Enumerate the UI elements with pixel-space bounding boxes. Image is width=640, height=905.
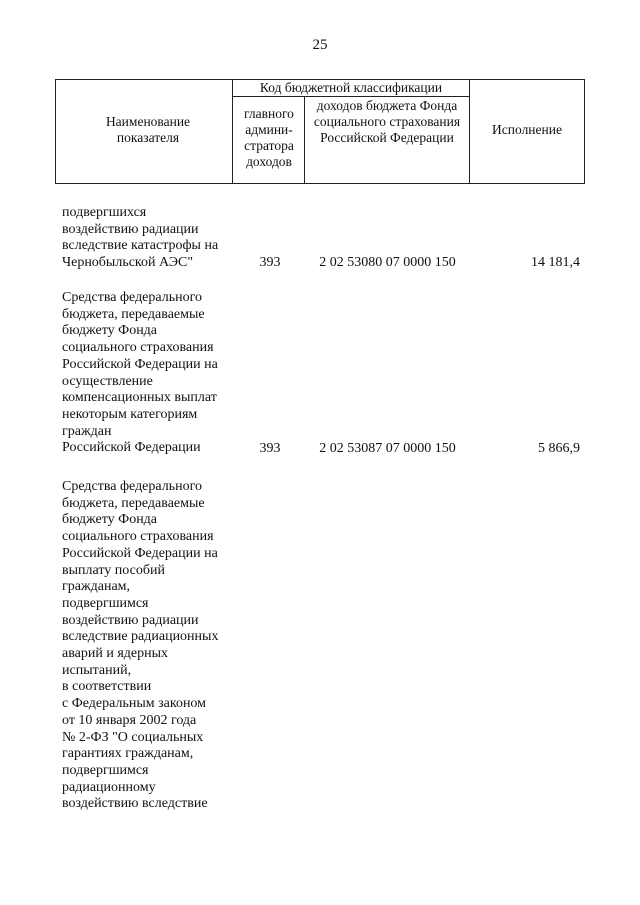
row-name-line: бюджету Фонда	[62, 512, 158, 528]
row-name-line: Российской Федерации на	[62, 545, 218, 561]
header-divider-name	[232, 79, 233, 184]
row-amount: 14 181,4	[531, 255, 580, 270]
row-name-line: воздействию вследствие	[62, 796, 208, 812]
row-name-line: некоторым категориям	[62, 406, 198, 422]
row-name-line: Российской Федерации на	[62, 356, 218, 372]
header-execution: Исполнение	[492, 122, 562, 137]
row-name-line: подвергшихся	[62, 205, 147, 220]
row-name-line: воздействию радиации	[62, 612, 199, 628]
row-admin-code: 393	[259, 255, 281, 270]
row-name-line: аварий и ядерных	[62, 646, 169, 662]
row-name-line: № 2-ФЗ "О социальных	[62, 729, 204, 745]
row-name-line: Российской Федерации	[62, 440, 201, 456]
row-name-line: Чернобыльской АЭС"	[62, 255, 194, 271]
row-budget-code: 2 02 53087 07 0000 150	[319, 441, 456, 456]
row-name	[62, 290, 242, 457]
row-name-line: компенсационных выплат	[62, 390, 217, 406]
row-name-line: в соответствии	[62, 679, 152, 695]
row-name-line: Средства федерального	[62, 290, 202, 305]
row-name-line: радиационному	[62, 779, 156, 795]
row-name-line: граждан	[62, 423, 112, 439]
row-name-line: вследствие катастрофы на	[62, 238, 219, 254]
row-admin-code: 393	[259, 441, 281, 456]
header-name: Наименование показателя	[105, 114, 191, 145]
header-code-group-underline	[232, 96, 469, 97]
row-name-line: подвергшимся	[62, 762, 149, 778]
row-name-line: подвергшимся	[62, 595, 149, 611]
row-name	[62, 205, 242, 272]
row-name-line: Средства федерального	[62, 479, 202, 494]
header-left-border	[55, 79, 56, 184]
page-number: 25	[312, 37, 328, 53]
row-name-line: испытаний,	[62, 662, 132, 678]
row-name-line: вследствие радиационных	[62, 629, 219, 645]
row-name-line: воздействию радиации	[62, 221, 199, 237]
row-name-line: социального страхования	[62, 340, 214, 356]
row-name-line: гарантиях гражданам,	[62, 746, 194, 762]
row-name-line: выплату пособий	[62, 562, 165, 578]
header-right-border	[584, 79, 585, 184]
row-name-line: бюджету Фонда	[62, 323, 158, 339]
row-name-line: гражданам,	[62, 579, 131, 595]
header-code-group: Код бюджетной классификации	[259, 80, 443, 95]
header-income: доходов бюджета Фонда социального страхования Российской Федерации	[313, 98, 461, 145]
header-bottom-border	[55, 183, 585, 184]
row-budget-code: 2 02 53080 07 0000 150	[319, 255, 456, 270]
header-admin: главного админи-стратора доходов	[244, 106, 294, 169]
row-name	[62, 479, 242, 813]
row-name-line: от 10 января 2002 года	[62, 712, 197, 728]
row-name-line: бюджета, передаваемые	[62, 495, 205, 511]
header-divider-execution	[469, 79, 470, 184]
row-name-line: осуществление	[62, 373, 153, 389]
row-name-line: социального страхования	[62, 529, 214, 545]
header-divider-admin-income	[304, 96, 305, 184]
row-amount: 5 866,9	[538, 441, 580, 456]
row-name-line: бюджета, передаваемые	[62, 306, 205, 322]
row-name-line: с Федеральным законом	[62, 696, 207, 712]
